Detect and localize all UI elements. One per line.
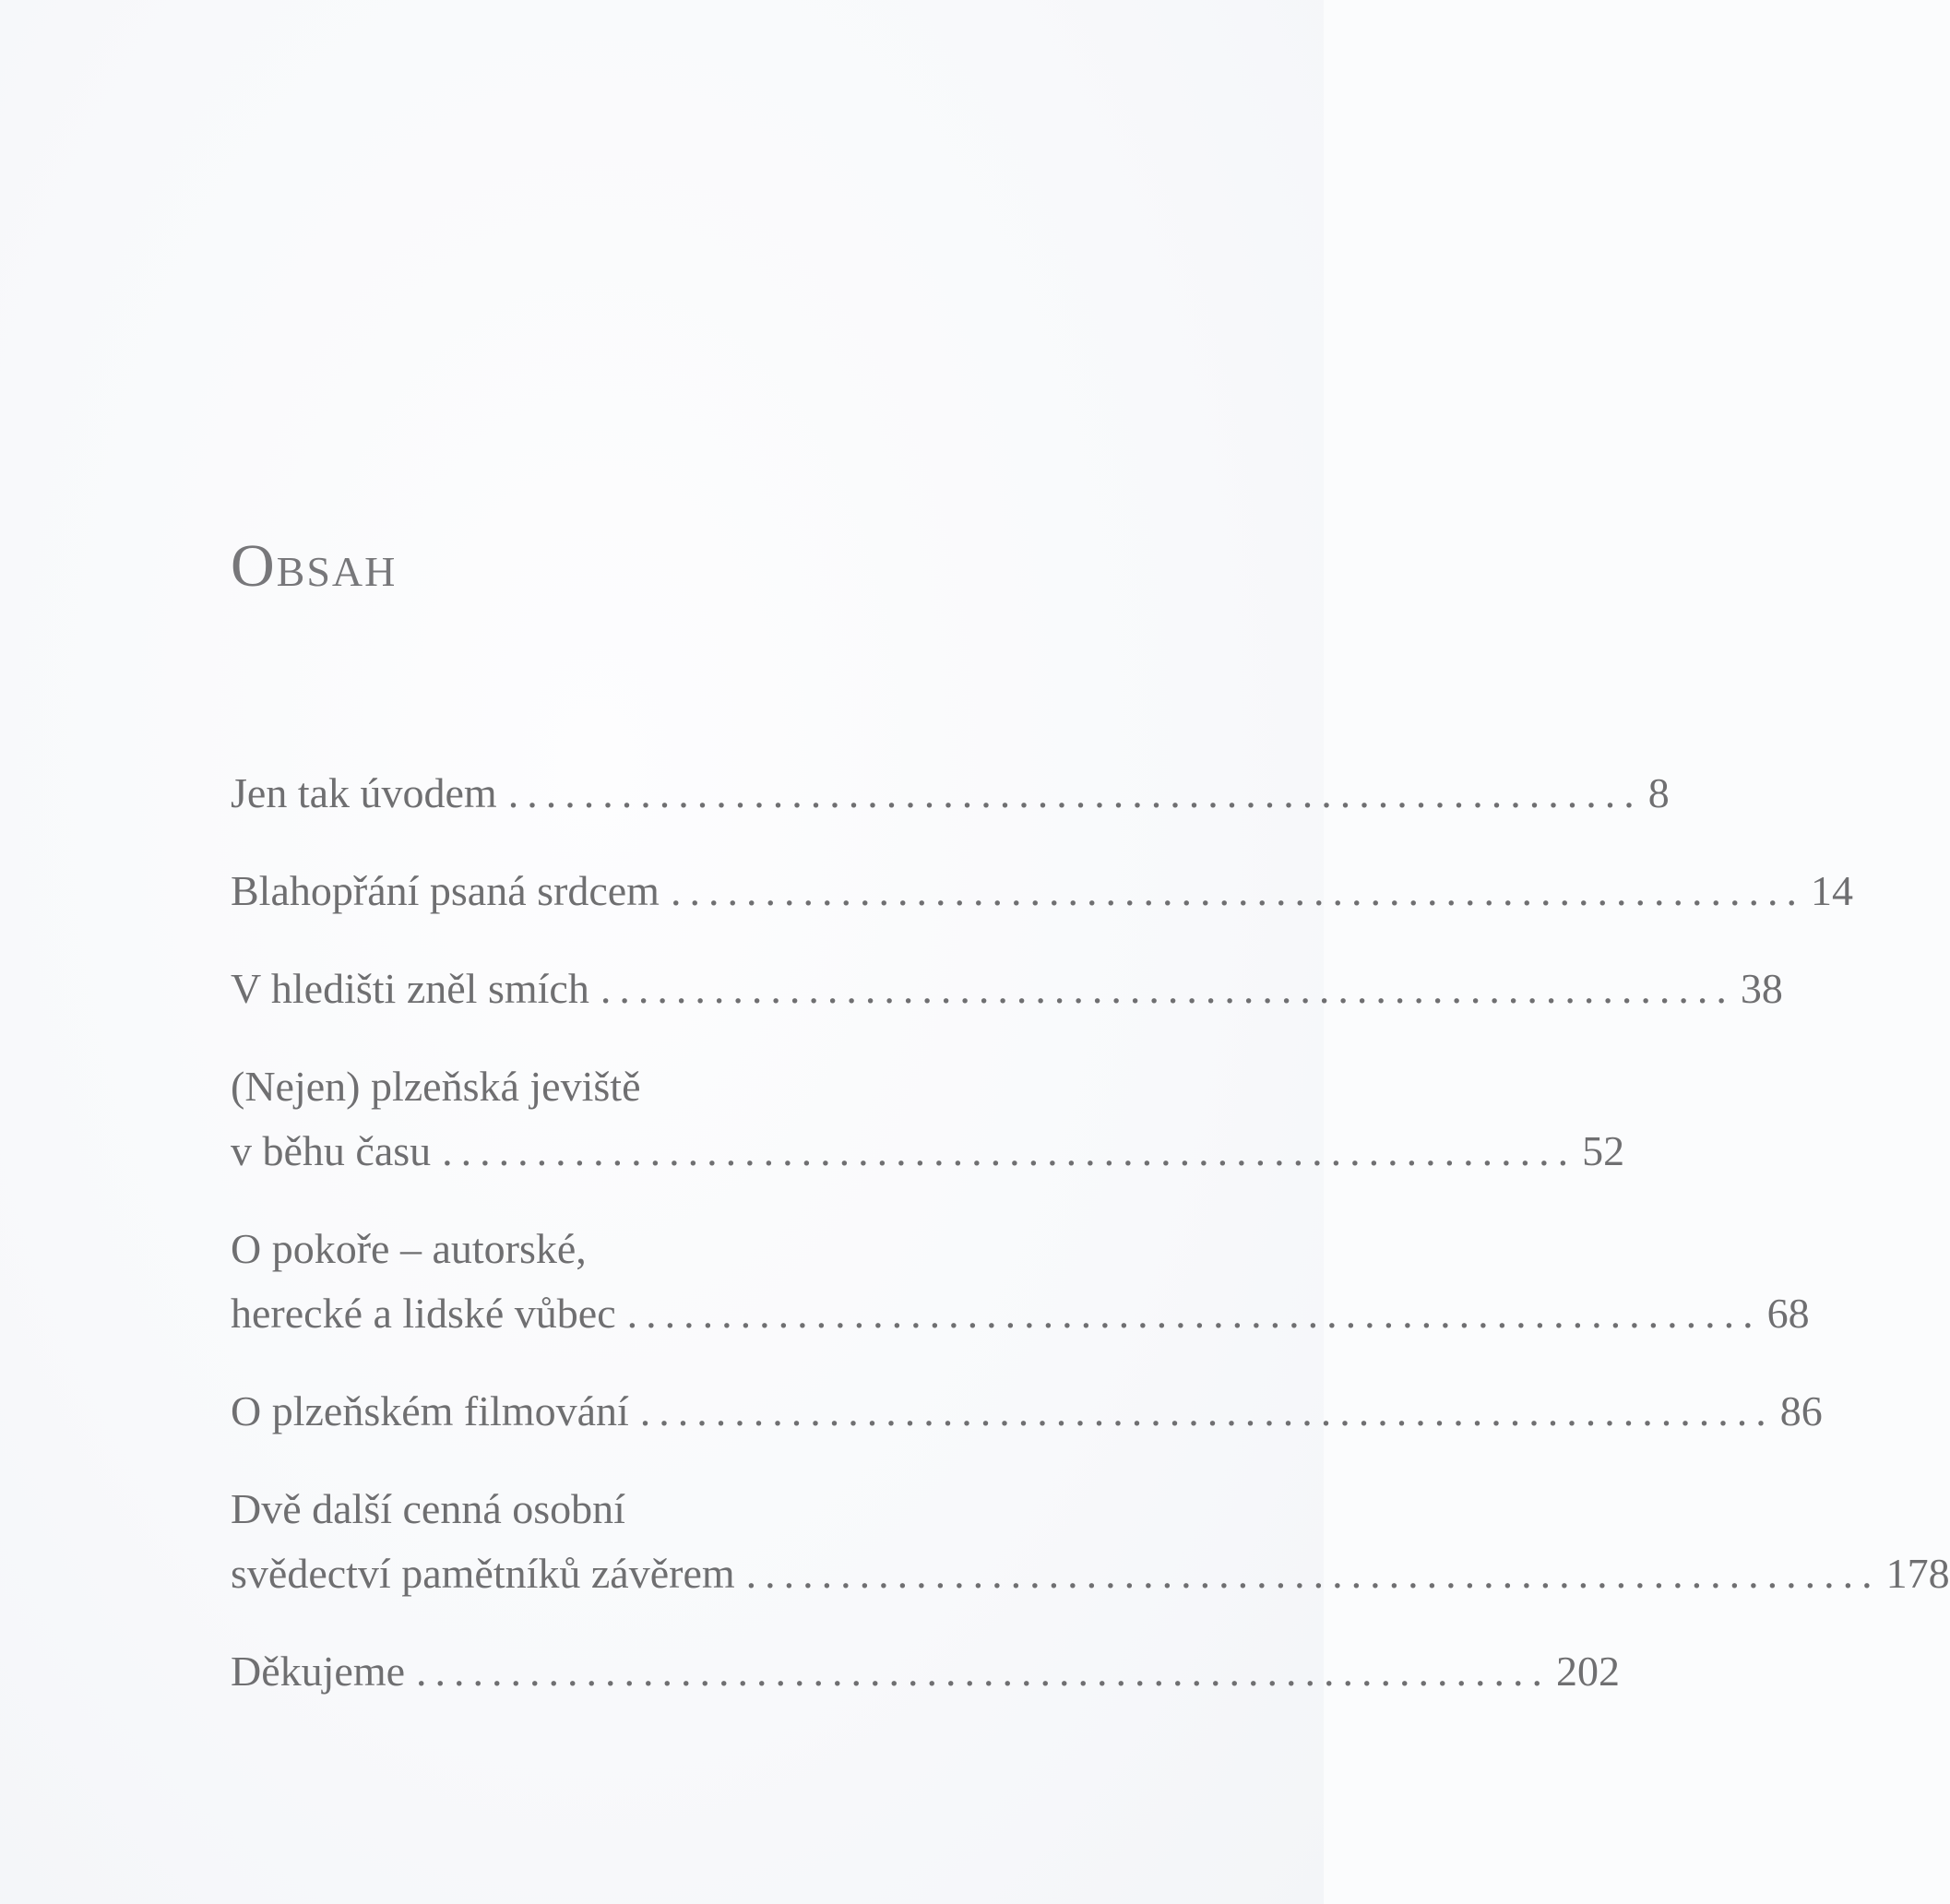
toc-entry-title: O pokoře – autorské, <box>231 1225 587 1272</box>
dot-leader: ............................................................ <box>600 965 1735 1012</box>
toc-page-number: 52 <box>1582 1127 1625 1174</box>
toc-line <box>231 1379 1823 1444</box>
toc-entry-title: Dvě další cenná osobní <box>231 1485 625 1532</box>
toc-entry <box>231 957 1783 1021</box>
toc-page-number: 178 <box>1885 1550 1950 1597</box>
toc-page-number: 202 <box>1556 1648 1621 1695</box>
toc-entry <box>231 761 1670 826</box>
toc-entry-title: v běhu času <box>231 1127 432 1174</box>
table-of-contents <box>231 761 1950 1737</box>
toc-entry <box>231 1379 1823 1444</box>
page-title: Obsah <box>231 532 398 600</box>
dot-leader: ............................................................ <box>507 769 1643 816</box>
toc-entry <box>231 1054 1625 1184</box>
toc-entry-title: (Nejen) plzeňská jeviště <box>231 1063 641 1110</box>
toc-page-number: 86 <box>1779 1387 1823 1434</box>
dot-leader: ............................................................ <box>416 1648 1552 1695</box>
toc-entry-title: Blahopřání psaná srdcem <box>231 867 660 914</box>
dot-leader: ............................................................ <box>670 867 1805 914</box>
toc-entry-title: V hledišti zněl smích <box>231 965 589 1012</box>
dot-leader: ............................................................ <box>745 1550 1881 1597</box>
toc-page-number: 8 <box>1647 769 1670 816</box>
toc-entry <box>231 1477 1950 1606</box>
toc-page-number: 38 <box>1740 965 1783 1012</box>
toc-line <box>231 1119 1625 1184</box>
toc-line <box>231 1477 982 1541</box>
toc-line <box>231 1217 982 1281</box>
toc-page-number: 14 <box>1810 867 1853 914</box>
toc-entry-title: herecké a lidské vůbec <box>231 1290 616 1337</box>
toc-entry <box>231 1639 1621 1704</box>
toc-line <box>231 1281 1810 1346</box>
toc-line <box>231 1541 1950 1606</box>
toc-line <box>231 1639 1621 1704</box>
toc-line <box>231 761 1670 826</box>
toc-entry-title: svědectví pamětníků závěrem <box>231 1550 735 1597</box>
toc-entry <box>231 1217 1810 1346</box>
toc-entry <box>231 859 1853 923</box>
toc-page-number: 68 <box>1766 1290 1810 1337</box>
dot-leader: ............................................................ <box>639 1387 1775 1434</box>
toc-line <box>231 859 1853 923</box>
toc-entry-title: Děkujeme <box>231 1648 406 1695</box>
dot-leader: ............................................................ <box>626 1290 1762 1337</box>
toc-entry-title: O plzeňském filmování <box>231 1387 629 1434</box>
toc-entry-title: Jen tak úvodem <box>231 769 497 816</box>
dot-leader: ............................................................ <box>442 1127 1577 1174</box>
toc-line <box>231 957 1783 1021</box>
toc-line <box>231 1054 982 1119</box>
